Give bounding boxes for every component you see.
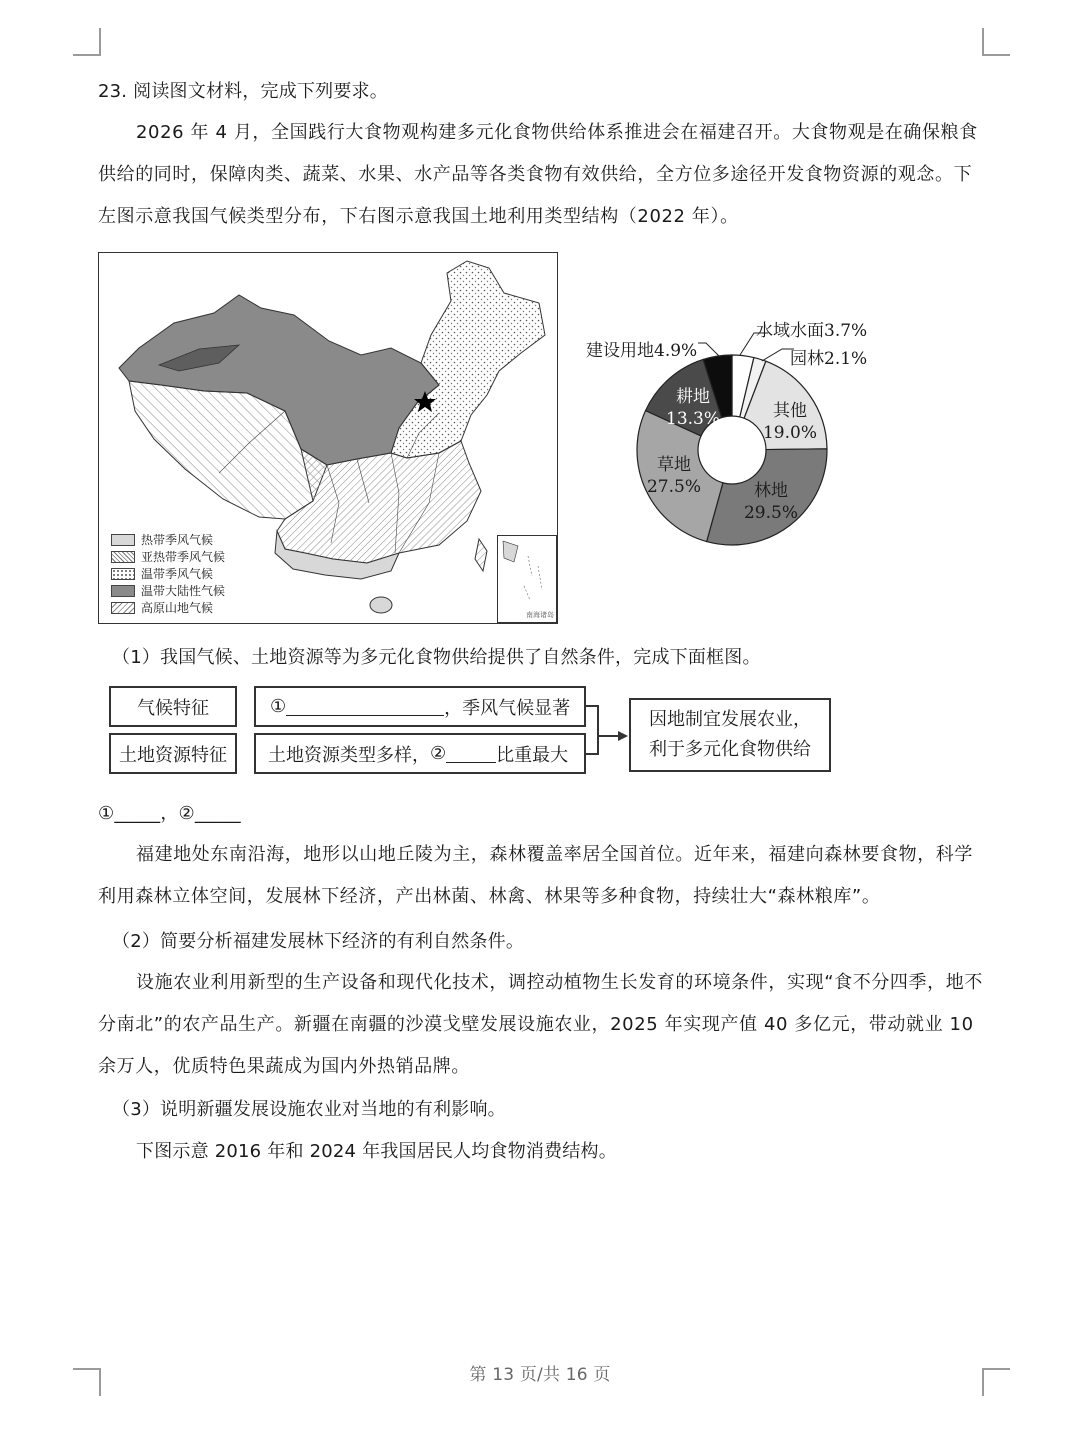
sub-question-3: （3）说明新疆发展设施农业对当地的有利影响。	[112, 1099, 506, 1120]
flow-box-land-detail: 土地资源类型多样， ② 比重最大	[254, 733, 586, 774]
answer-line: ①_____，②_____	[98, 803, 241, 824]
pie-label-water: 水域水面3.7%	[756, 321, 868, 341]
leader-construction	[698, 343, 720, 357]
pie-label-farmland: 耕地 13.3%	[666, 387, 721, 429]
pie-label-garden: 园林2.1%	[790, 349, 868, 369]
legend-item: 温带季风气候	[111, 565, 225, 582]
pie-label-forest: 林地 29.5%	[743, 481, 798, 523]
answer-blank-2[interactable]	[446, 744, 496, 763]
legend-item: 亚热带季风气候	[111, 548, 225, 565]
map-legend	[111, 531, 225, 616]
intro-paragraph: 2026 年 4 月，全国践行大食物观构建多元化食物供给体系推进会在福建召开。大食物观是在确保粮食供给的同时，保障肉类、蔬菜、水果、水产品等各类食物有效供给，全方位多途径开发食物资源的观念。下左图示意我国气候类型分布，下右图示意我国土地利用类型结构（2022 年）。	[98, 122, 978, 227]
pie-label-construction: 建设用地4.9%	[586, 341, 698, 361]
sub-question-2: （2）简要分析福建发展林下经济的有利自然条件。	[112, 931, 525, 952]
legend-item: 热带季风气候	[111, 531, 225, 548]
question-stem: 23. 阅读图文材料，完成下列要求。	[98, 81, 388, 102]
answer-blank-1[interactable]	[286, 697, 444, 716]
flow-box-land: 土地资源特征	[109, 733, 237, 774]
pie-label-grass: 草地 27.5%	[646, 455, 701, 497]
sub-question-1: （1）我国气候、土地资源等为多元化食物供给提供了自然条件，完成下面框图。	[112, 647, 761, 668]
flow-connector-arrow	[586, 700, 632, 760]
corner-mark-top-right	[982, 28, 1010, 56]
next-figure-text: 下图示意 2016 年和 2024 年我国居民人均食物消费结构。	[136, 1141, 617, 1162]
pie-label-other: 其他 19.0%	[762, 401, 817, 443]
legend-item: 温带大陆性气候	[111, 582, 225, 599]
climate-map	[98, 252, 558, 624]
page-number: 第 13 页/共 16 页	[469, 1365, 611, 1385]
xinjiang-paragraph: 设施农业利用新型的生产设备和现代化技术，调控动植物生长发育的环境条件，实现“食不分四季，地不分南北”的农产品生产。新疆在南疆的沙漠戈壁发展设施农业，2025 年实现产值 40 多亿元，带动就业 10 余万人，优质特色果蔬成为国内外热销品牌。	[98, 972, 983, 1077]
fujian-paragraph: 福建地处东南沿海，地形以山地丘陵为主，森林覆盖率居全国首位。近年来，福建向森林要食物，科学利用森林立体空间，发展林下经济，产出林菌、林禽、林果等多种食物，持续壮大“森林粮库”。	[98, 844, 973, 907]
corner-mark-top-left	[73, 28, 101, 56]
flow-box-climate-detail: ① ，季风气候显著	[254, 686, 586, 727]
legend-item: 高原山地气候	[111, 599, 225, 616]
flow-box-climate: 气候特征	[109, 686, 237, 727]
south-china-sea-inset: 南海诸岛	[497, 535, 557, 623]
flow-box-result: 因地制宜发展农业， 利于多元化食物供给	[629, 698, 831, 772]
